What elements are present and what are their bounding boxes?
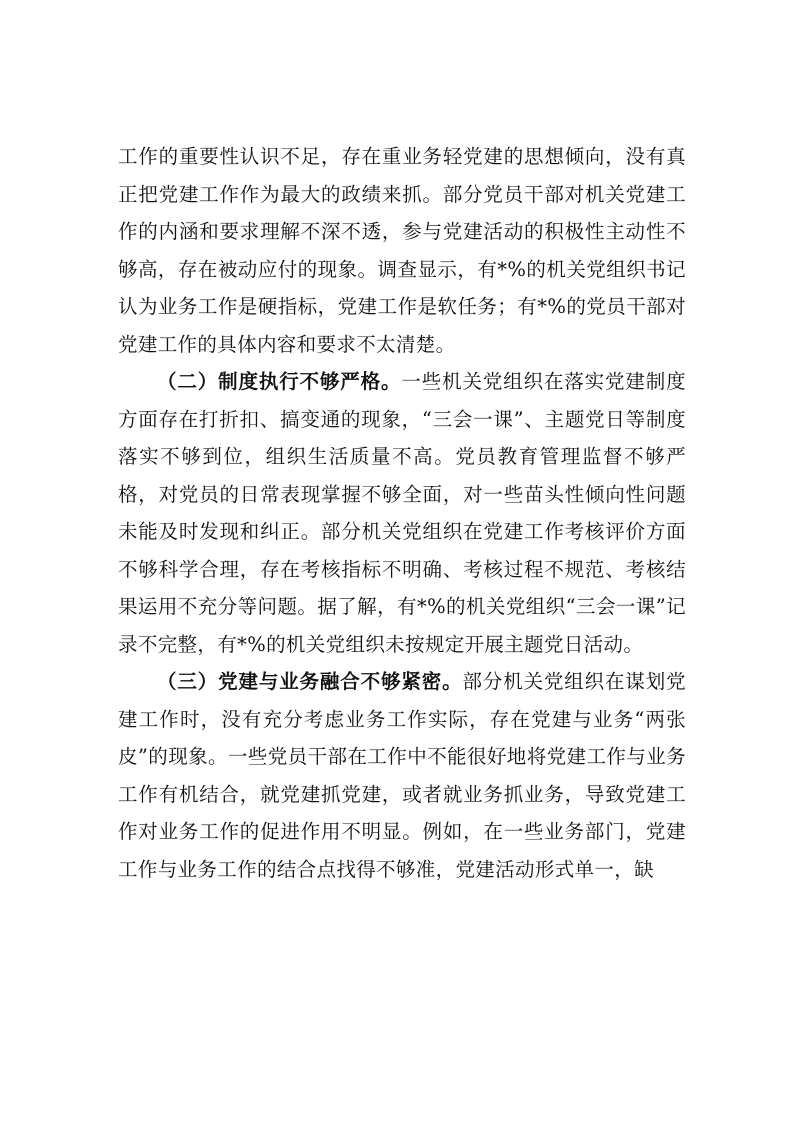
paragraph-3: [118, 663, 686, 888]
paragraph-3-text: 部分机关党组织在谋划党建工作时，没有充分考虑业务工作实际，存在党建与业务“两张皮”的现象。一些党员干部在工作中不能很好地将党建工作与业务工作有机结合，就党建抓党建，或者就业务抓业务，导致党建工作对业务工作的促进作用不明显。例如，在一些业务部门，党建工作与业务工作的结合点找得不够准，党建活动形式单一，缺: [118, 670, 686, 881]
paragraph-2: [118, 363, 686, 663]
paragraph-1: [118, 138, 686, 363]
document-body: [118, 138, 686, 888]
paragraph-2-heading: （二）制度执行不够严格。: [157, 370, 402, 393]
paragraph-3-heading: （三）党建与业务融合不够紧密。: [157, 670, 463, 693]
paragraph-2-text: 一些机关党组织在落实党建制度方面存在打折扣、搞变通的现象，“三会一课”、主题党日等制度落实不够到位，组织生活质量不高。党员教育管理监督不够严格，对党员的日常表现掌握不够全面，对一些苗头性倾向性问题未能及时发现和纠正。部分机关党组织在党建工作考核评价方面不够科学合理，存在考核指标不明确、考核过程不规范、考核结果运用不充分等问题。据了解，有*%的机关党组织“三会一课”记录不完整，有*%的机关党组织未按规定开展主题党日活动。: [118, 370, 686, 656]
paragraph-1-text: 工作的重要性认识不足，存在重业务轻党建的思想倾向，没有真正把党建工作作为最大的政绩来抓。部分党员干部对机关党建工作的内涵和要求理解不深不透，参与党建活动的积极性主动性不够高，存在被动应付的现象。调查显示，有*%的机关党组织书记认为业务工作是硬指标，党建工作是软任务；有*%的党员干部对党建工作的具体内容和要求不太清楚。: [118, 145, 686, 356]
